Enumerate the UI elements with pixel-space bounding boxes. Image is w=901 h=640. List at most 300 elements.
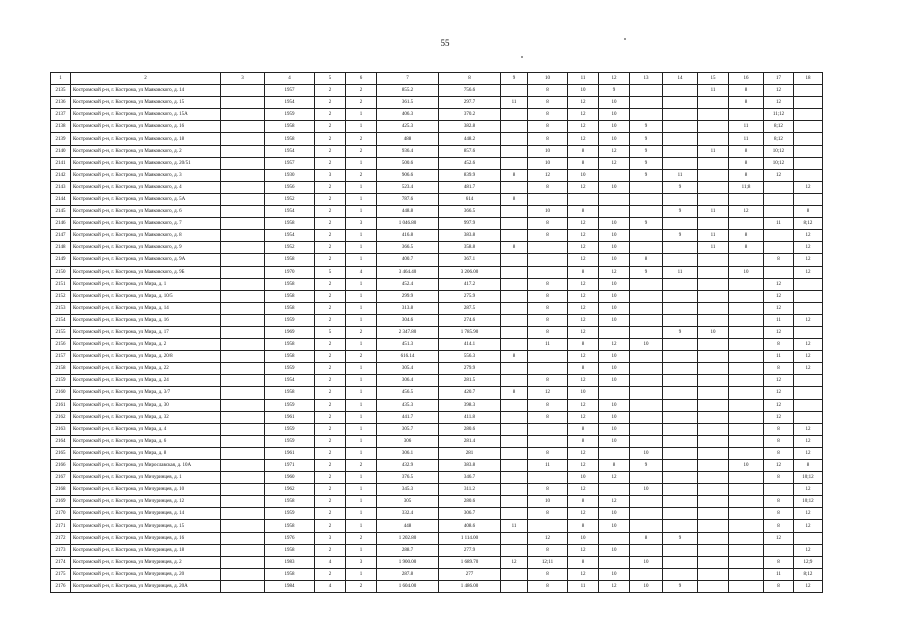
table-cell <box>663 544 698 556</box>
table-cell: 12 <box>764 278 794 290</box>
table-cell <box>630 181 663 193</box>
table-body <box>51 85 823 593</box>
table-row <box>51 375 823 387</box>
table-cell: 398.3 <box>439 399 501 411</box>
table-cell <box>663 363 698 375</box>
table-cell <box>698 157 729 169</box>
table-cell: 12 <box>568 278 599 290</box>
table-cell: 1 <box>346 568 377 580</box>
table-cell <box>729 326 764 338</box>
table-cell: 2 <box>315 157 346 169</box>
table-cell <box>501 181 528 193</box>
table-cell: 1960 <box>265 472 315 484</box>
table-cell: 10 <box>599 351 630 363</box>
column-header: 7 <box>377 73 439 85</box>
table-cell: 2 347.80 <box>377 326 439 338</box>
table-cell: 12 <box>764 532 794 544</box>
table-cell <box>221 544 265 556</box>
address-cell: Костромской р-н, г. Кострома, ул Маяковского, д. 3 <box>71 169 221 181</box>
table-cell: 1 046.80 <box>377 218 439 230</box>
table-cell: 10 <box>599 181 630 193</box>
table-cell <box>729 314 764 326</box>
table-cell: 12 <box>599 339 630 351</box>
table-cell: 1 <box>346 423 377 435</box>
table-cell <box>599 484 630 496</box>
table-cell <box>221 435 265 447</box>
table-cell <box>630 314 663 326</box>
table-cell <box>599 206 630 218</box>
table-cell: 8 <box>568 520 599 532</box>
table-cell <box>729 351 764 363</box>
table-cell: 8 <box>568 496 599 508</box>
table-row <box>51 508 823 520</box>
table-row <box>51 206 823 218</box>
table-cell: 8;12 <box>764 133 794 145</box>
table-cell <box>221 157 265 169</box>
table-cell <box>599 326 630 338</box>
table-cell <box>729 496 764 508</box>
table-cell: 12 <box>794 580 823 592</box>
table-cell: 12 <box>568 254 599 266</box>
row-number-cell: 2145 <box>51 206 71 218</box>
table-cell: 8 <box>528 314 568 326</box>
table-cell: 448 <box>377 520 439 532</box>
table-cell: 12 <box>764 326 794 338</box>
table-cell <box>698 556 729 568</box>
table-cell: 313.8 <box>377 302 439 314</box>
table-cell <box>501 206 528 218</box>
table-cell: 11;8 <box>729 181 764 193</box>
table-cell: 2 <box>315 363 346 375</box>
table-cell: 306.4 <box>377 375 439 387</box>
table-cell: 936.4 <box>377 145 439 157</box>
table-cell: 10 <box>568 532 599 544</box>
table-cell: 1959 <box>265 314 315 326</box>
table-cell <box>663 314 698 326</box>
table-cell: 8 <box>528 290 568 302</box>
column-header: 15 <box>698 73 729 85</box>
table-row <box>51 363 823 375</box>
table-cell <box>794 97 823 109</box>
table-cell <box>698 496 729 508</box>
table-cell: 277 <box>439 568 501 580</box>
table-cell <box>663 435 698 447</box>
table-cell <box>501 85 528 97</box>
table-row <box>51 133 823 145</box>
table-cell <box>630 363 663 375</box>
table-cell: 1952 <box>265 242 315 254</box>
table-cell <box>663 520 698 532</box>
table-cell: 8 <box>729 85 764 97</box>
table-row <box>51 97 823 109</box>
table-cell <box>729 556 764 568</box>
table-cell <box>698 387 729 399</box>
address-cell: Костромской р-н, г. Кострома, ул Маяковского, д. 9А <box>71 254 221 266</box>
table-cell: 2 <box>346 326 377 338</box>
table-cell: 556.3 <box>439 351 501 363</box>
row-number-cell: 2156 <box>51 339 71 351</box>
table-cell: 481.7 <box>439 181 501 193</box>
table-cell <box>794 133 823 145</box>
address-cell: Костромской р-н, г. Кострома, ул Мичуринцев, д. 16 <box>71 532 221 544</box>
row-number-cell: 2164 <box>51 435 71 447</box>
table-row <box>51 85 823 97</box>
table-cell: 8 <box>568 363 599 375</box>
row-number-cell: 2163 <box>51 423 71 435</box>
table-cell: 12 <box>528 387 568 399</box>
table-cell <box>663 290 698 302</box>
row-number-cell: 2170 <box>51 508 71 520</box>
table-cell: 1 <box>346 206 377 218</box>
address-cell: Костромской р-н, г. Кострома, ул Мирославская, д. 10А <box>71 460 221 472</box>
table-cell <box>663 97 698 109</box>
table-cell: 2 <box>315 460 346 472</box>
table-cell <box>729 568 764 580</box>
table-cell: 1 <box>346 230 377 242</box>
table-cell: 305 <box>377 496 439 508</box>
table-cell <box>698 460 729 472</box>
table-cell <box>794 302 823 314</box>
table-cell <box>698 181 729 193</box>
table-cell: 1 <box>346 484 377 496</box>
table-cell <box>663 496 698 508</box>
table-cell: 2 <box>315 314 346 326</box>
table-cell <box>221 472 265 484</box>
table-cell: 8 <box>568 145 599 157</box>
table-cell: 8 <box>729 145 764 157</box>
table-cell: 8 <box>568 206 599 218</box>
column-header: 17 <box>764 73 794 85</box>
table-cell: 11 <box>698 145 729 157</box>
table-cell <box>501 145 528 157</box>
table-cell <box>663 351 698 363</box>
table-cell <box>698 133 729 145</box>
table-cell: 9 <box>663 230 698 242</box>
table-cell: 12 <box>568 568 599 580</box>
table-cell: 1958 <box>265 496 315 508</box>
table-cell: 11 <box>764 568 794 580</box>
table-cell: 12 <box>568 230 599 242</box>
table-cell: 3 <box>315 169 346 181</box>
address-cell: Костромской р-н, г. Кострома, ул Мичуринцев, д. 2 <box>71 556 221 568</box>
table-cell <box>764 484 794 496</box>
table-cell: 12 <box>794 544 823 556</box>
table-cell: 10 <box>568 472 599 484</box>
table-row <box>51 411 823 423</box>
table-cell: 1958 <box>265 254 315 266</box>
table-row <box>51 145 823 157</box>
table-cell: 8 <box>568 157 599 169</box>
table-cell <box>729 387 764 399</box>
address-cell: Костромской р-н, г. Кострома, ул Мичуринцев, д. 18 <box>71 544 221 556</box>
table-cell: 306.1 <box>377 447 439 459</box>
table-cell: 1959 <box>265 109 315 121</box>
table-cell: 358.8 <box>439 242 501 254</box>
table-cell <box>528 423 568 435</box>
table-cell: 1 <box>346 447 377 459</box>
table-cell: 12 <box>568 411 599 423</box>
table-cell: 9 <box>663 326 698 338</box>
table-cell <box>501 544 528 556</box>
table-cell: 10 <box>698 326 729 338</box>
table-cell: 1 114.00 <box>439 532 501 544</box>
table-cell: 8 <box>528 544 568 556</box>
table-cell: 11 <box>764 351 794 363</box>
table-cell: 346.7 <box>439 472 501 484</box>
table-cell: 9 <box>630 218 663 230</box>
table-cell <box>630 193 663 205</box>
table-cell: 10 <box>599 97 630 109</box>
table-cell: 1959 <box>265 435 315 447</box>
table-cell: 1958 <box>265 290 315 302</box>
table-row <box>51 568 823 580</box>
table-cell: 2 <box>315 290 346 302</box>
table-cell: 2 <box>315 254 346 266</box>
table-cell: 10 <box>599 278 630 290</box>
table-cell: 12 <box>794 423 823 435</box>
table-cell: 10 <box>599 423 630 435</box>
table-cell <box>764 544 794 556</box>
table-cell: 11 <box>729 121 764 133</box>
table-cell <box>764 206 794 218</box>
table-cell: 376.5 <box>377 472 439 484</box>
table-cell <box>663 411 698 423</box>
table-cell <box>501 218 528 230</box>
table-cell: 12 <box>568 544 599 556</box>
table-cell: 9 <box>663 206 698 218</box>
table-cell: 2 <box>315 375 346 387</box>
table-cell: 1957 <box>265 157 315 169</box>
table-cell: 8 <box>794 460 823 472</box>
address-cell: Костромской р-н, г. Кострома, ул Маяковского, д. 5А <box>71 193 221 205</box>
table-cell <box>221 290 265 302</box>
table-cell: 332.4 <box>377 508 439 520</box>
table-cell: 12 <box>528 532 568 544</box>
table-cell: 287.8 <box>377 568 439 580</box>
table-cell <box>599 447 630 459</box>
table-cell: 345.3 <box>377 484 439 496</box>
address-cell: Костромской р-н, г. Кострома, ул Маяковского, д. 8 <box>71 230 221 242</box>
column-header: 8 <box>439 73 501 85</box>
table-cell <box>630 351 663 363</box>
table-cell: 8 <box>764 447 794 459</box>
row-number-cell: 2158 <box>51 363 71 375</box>
table-cell: 441.7 <box>377 411 439 423</box>
table-cell: 366.5 <box>377 242 439 254</box>
table-cell: 8 <box>528 447 568 459</box>
table-cell: 9 <box>630 145 663 157</box>
table-cell: 10;12 <box>764 157 794 169</box>
table-cell: 12 <box>794 230 823 242</box>
table-cell <box>501 290 528 302</box>
table-cell: 10 <box>528 206 568 218</box>
table-cell: 9 <box>663 580 698 592</box>
table-cell <box>794 193 823 205</box>
table-row <box>51 496 823 508</box>
table-cell: 12 <box>794 508 823 520</box>
table-cell: 1958 <box>265 121 315 133</box>
table-cell: 1957 <box>265 85 315 97</box>
table-cell <box>729 290 764 302</box>
table-cell: 12 <box>528 169 568 181</box>
table-row <box>51 109 823 121</box>
table-cell: 8 <box>764 435 794 447</box>
table-cell: 1 604.00 <box>377 580 439 592</box>
table-cell <box>698 508 729 520</box>
column-header: 18 <box>794 73 823 85</box>
table-cell: 1 <box>346 290 377 302</box>
address-cell: Костромской р-н, г. Кострома, ул Маяковского, д. 9Б <box>71 266 221 278</box>
table-cell: 10 <box>599 242 630 254</box>
table-cell <box>630 568 663 580</box>
table-cell: 448.2 <box>439 133 501 145</box>
table-cell: 8 <box>528 302 568 314</box>
table-cell: 2 <box>346 460 377 472</box>
table-cell: 8 <box>528 411 568 423</box>
table-cell: 10 <box>528 157 568 169</box>
table-cell: 12 <box>568 447 599 459</box>
table-cell <box>599 532 630 544</box>
table-cell: 3 464.40 <box>377 266 439 278</box>
table-cell <box>221 460 265 472</box>
table-cell: 1 <box>346 520 377 532</box>
table-cell: 11 <box>698 242 729 254</box>
table-cell: 12 <box>599 145 630 157</box>
table-cell: 279.9 <box>439 363 501 375</box>
table-cell: 756.6 <box>439 85 501 97</box>
table-cell: 11 <box>729 133 764 145</box>
table-cell: 2 <box>315 302 346 314</box>
table-cell: 10 <box>528 496 568 508</box>
table-cell <box>221 520 265 532</box>
table-cell: 8 <box>764 339 794 351</box>
table-cell <box>663 484 698 496</box>
table-cell: 10 <box>568 387 599 399</box>
table-cell: 8 <box>729 169 764 181</box>
table-cell <box>221 447 265 459</box>
table-cell: 11 <box>568 580 599 592</box>
table-cell <box>501 447 528 459</box>
table-cell <box>221 375 265 387</box>
table-cell: 10;12 <box>794 496 823 508</box>
address-cell: Костромской р-н, г. Кострома, ул Мичуринцев, д. 10 <box>71 484 221 496</box>
table-cell <box>221 254 265 266</box>
table-cell <box>698 447 729 459</box>
table-cell <box>630 109 663 121</box>
table-cell <box>698 472 729 484</box>
table-cell: 2 <box>346 85 377 97</box>
table-cell: 306.7 <box>439 508 501 520</box>
table-cell <box>663 339 698 351</box>
table-row <box>51 351 823 363</box>
address-cell: Костромской р-н, г. Кострома, ул Мира, д. 1 <box>71 278 221 290</box>
table-cell: 12 <box>568 326 599 338</box>
table-cell: 370.2 <box>439 109 501 121</box>
table-cell: 417.2 <box>439 278 501 290</box>
table-cell <box>794 85 823 97</box>
table-cell <box>221 133 265 145</box>
row-number-cell: 2141 <box>51 157 71 169</box>
table-cell <box>794 375 823 387</box>
table-cell: 8 <box>501 169 528 181</box>
table-cell: 1971 <box>265 460 315 472</box>
table-cell <box>221 109 265 121</box>
table-cell: 425.3 <box>377 121 439 133</box>
table-cell: 367.1 <box>439 254 501 266</box>
table-cell: 10 <box>729 460 764 472</box>
table-cell: 10 <box>630 339 663 351</box>
table-cell: 456.5 <box>377 387 439 399</box>
table-cell <box>663 85 698 97</box>
table-cell <box>698 435 729 447</box>
address-cell: Костромской р-н, г. Кострома, ул Мичуринцев, д. 12 <box>71 496 221 508</box>
table-cell: 12 <box>568 375 599 387</box>
table-cell: 8 <box>528 121 568 133</box>
data-table <box>50 72 823 593</box>
table-cell <box>698 399 729 411</box>
table-cell <box>698 520 729 532</box>
table-cell <box>663 145 698 157</box>
row-number-cell: 2138 <box>51 121 71 133</box>
table-cell <box>663 157 698 169</box>
table-cell: 1958 <box>265 218 315 230</box>
address-cell: Костромской р-н, г. Кострома, ул Мичуринцев, д. 15 <box>71 520 221 532</box>
table-cell: 10 <box>599 254 630 266</box>
table-cell: 11;12 <box>764 109 794 121</box>
table-cell: 8 <box>528 181 568 193</box>
table-cell <box>663 302 698 314</box>
row-number-cell: 2149 <box>51 254 71 266</box>
column-header: 4 <box>265 73 315 85</box>
table-cell: 1 <box>346 314 377 326</box>
table-cell <box>221 97 265 109</box>
table-cell: 1954 <box>265 375 315 387</box>
table-cell: 8 <box>729 157 764 169</box>
table-cell <box>698 97 729 109</box>
table-cell: 9 <box>630 121 663 133</box>
table-cell: 2 <box>315 193 346 205</box>
row-number-cell: 2148 <box>51 242 71 254</box>
table-cell: 9 <box>630 133 663 145</box>
column-header: 16 <box>729 73 764 85</box>
table-cell: 11 <box>764 314 794 326</box>
table-cell <box>221 85 265 97</box>
table-cell: 408.6 <box>439 520 501 532</box>
table-cell <box>729 399 764 411</box>
table-cell <box>501 339 528 351</box>
table-cell <box>698 278 729 290</box>
table-cell: 8 <box>568 339 599 351</box>
table-cell: 8;12 <box>794 568 823 580</box>
table-cell <box>663 242 698 254</box>
address-cell: Костромской р-н, г. Кострома, ул Мичуринцев, д. 20А <box>71 580 221 592</box>
table-cell: 297.7 <box>439 97 501 109</box>
address-cell: Костромской р-н, г. Кострома, ул Маяковского, д. 15 <box>71 97 221 109</box>
table-cell: 1954 <box>265 145 315 157</box>
table-cell <box>528 242 568 254</box>
table-row <box>51 218 823 230</box>
table-cell: 2 <box>315 399 346 411</box>
table-row <box>51 169 823 181</box>
table-cell: 8 <box>528 278 568 290</box>
table-cell <box>221 363 265 375</box>
table-row <box>51 460 823 472</box>
table-cell: 1959 <box>265 399 315 411</box>
table-cell <box>764 230 794 242</box>
table-cell: 1 <box>346 496 377 508</box>
table-cell: 8 <box>568 266 599 278</box>
table-cell: 1 <box>346 193 377 205</box>
